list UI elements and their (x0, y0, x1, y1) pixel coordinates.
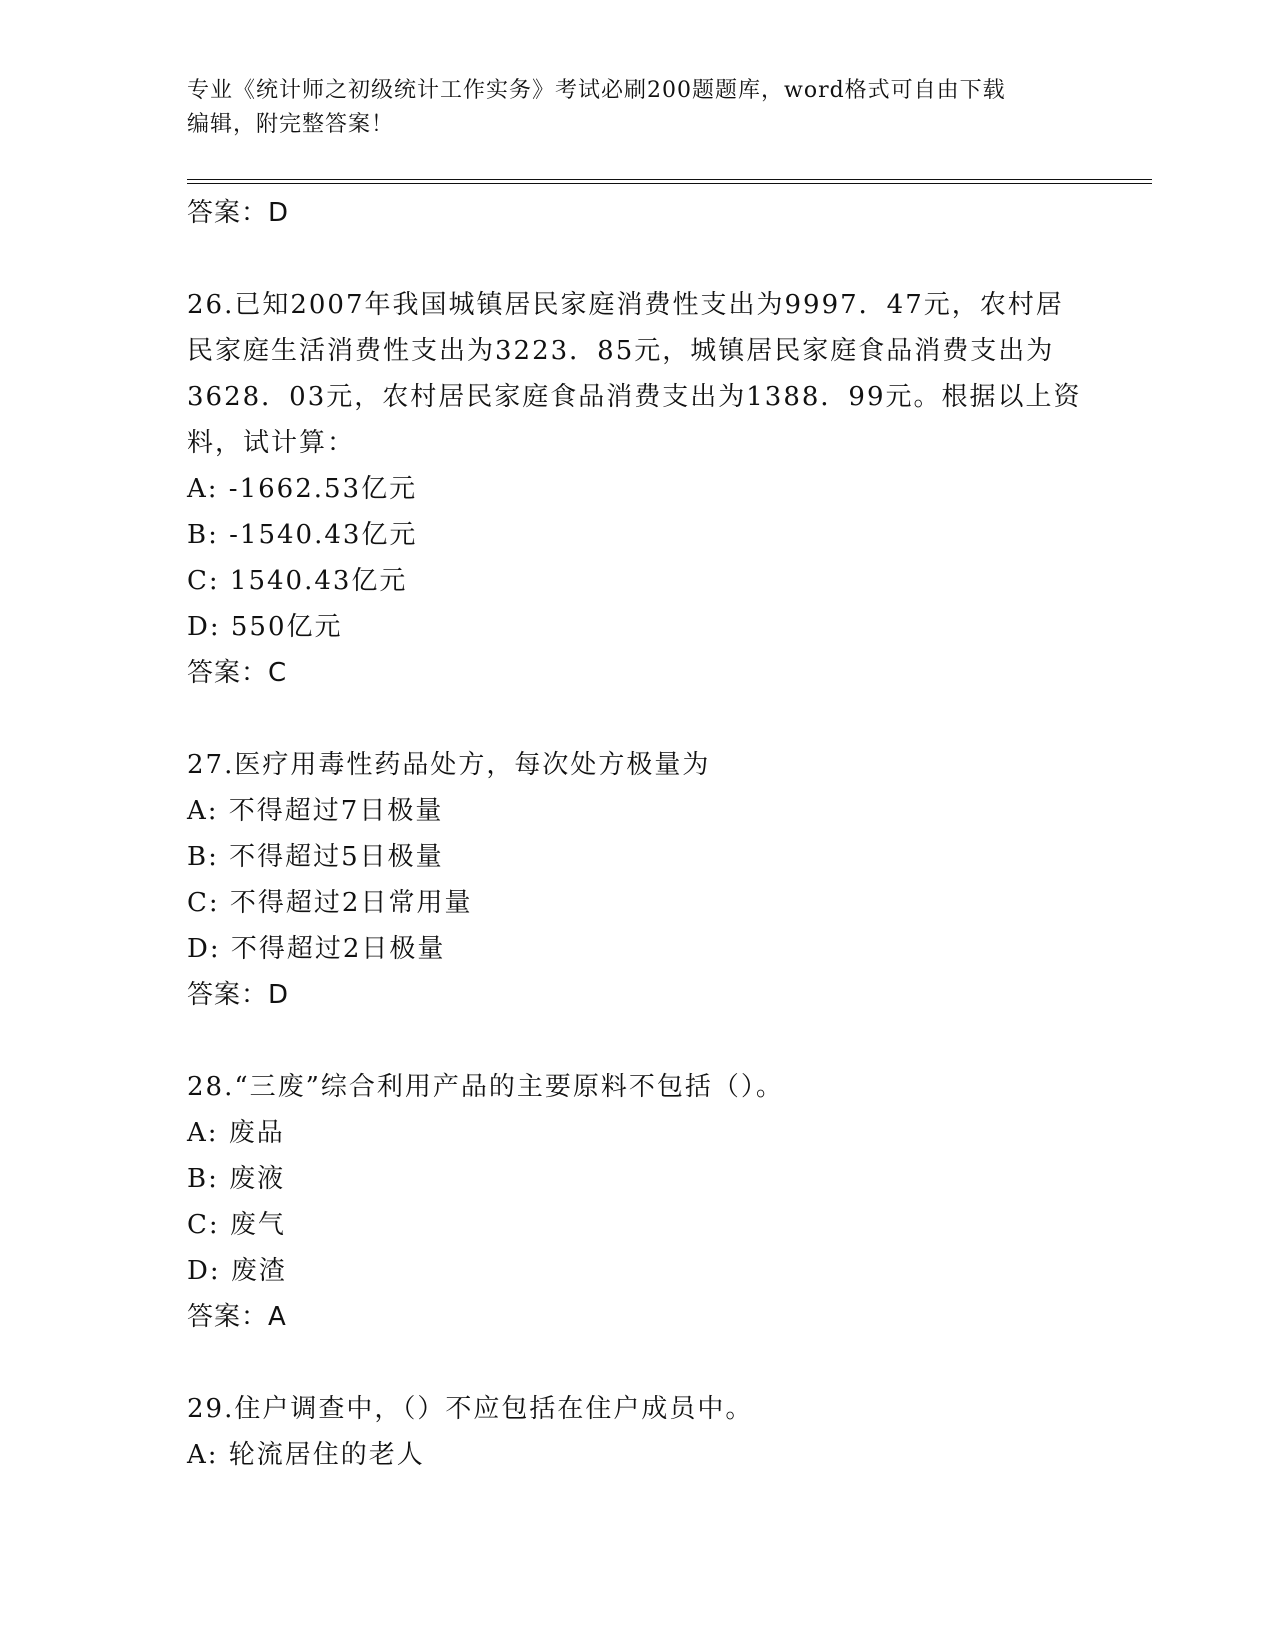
question-block (187, 742, 1087, 1018)
option-a: A: 不得超过7日极量 (187, 796, 444, 826)
option-b: B: -1540.43亿元 (187, 520, 418, 550)
question-text-line: 29.住户调查中，（）不应包括在住户成员中。 (187, 1394, 754, 1424)
option-b: B: 废液 (187, 1164, 286, 1194)
question-block (187, 282, 1087, 696)
header-line-1: 专业《统计师之初级统计工作实务》考试必刷200题题库，word格式可自由下载 (187, 78, 1006, 103)
option-c: C: 废气 (187, 1210, 286, 1240)
question-text-line: 3628．03元，农村居民家庭食品消费支出为1388．99元。根据以上资 (187, 382, 1082, 412)
option-c: C: 不得超过2日常用量 (187, 888, 473, 918)
option-a: A: -1662.53亿元 (187, 474, 418, 504)
option-b: B: 不得超过5日极量 (187, 842, 444, 872)
answer-line: 答案：D (187, 198, 290, 228)
question-block (187, 1064, 1087, 1340)
question-text-line: 27.医疗用毒性药品处方，每次处方极量为 (187, 750, 711, 780)
document-body (187, 190, 1087, 1478)
option-d: D: 废渣 (187, 1256, 287, 1286)
document-header (187, 74, 1087, 142)
option-a: A: 轮流居住的老人 (187, 1440, 425, 1470)
answer-line: 答案：A (187, 1302, 287, 1332)
option-d: D: 550亿元 (187, 612, 343, 642)
option-a: A: 废品 (187, 1118, 285, 1148)
answer-line: 答案：C (187, 658, 288, 688)
question-text-line: 料，试计算： (187, 428, 356, 458)
question-text-line: 民家庭生活消费性支出为3223．85元，城镇居民家庭食品消费支出为 (187, 336, 1055, 366)
option-d: D: 不得超过2日极量 (187, 934, 446, 964)
question-text-line: 28.“三废”综合利用产品的主要原料不包括（）。 (187, 1072, 784, 1102)
header-line-2: 编辑，附完整答案！ (187, 112, 395, 137)
question-block (187, 1386, 1087, 1478)
answer-line: 答案：D (187, 980, 290, 1010)
header-divider-top (187, 179, 1152, 180)
question-text-line: 26.已知2007年我国城镇居民家庭消费性支出为9997．47元，农村居 (187, 290, 1064, 320)
header-divider-bottom (187, 183, 1152, 184)
option-c: C: 1540.43亿元 (187, 566, 408, 596)
